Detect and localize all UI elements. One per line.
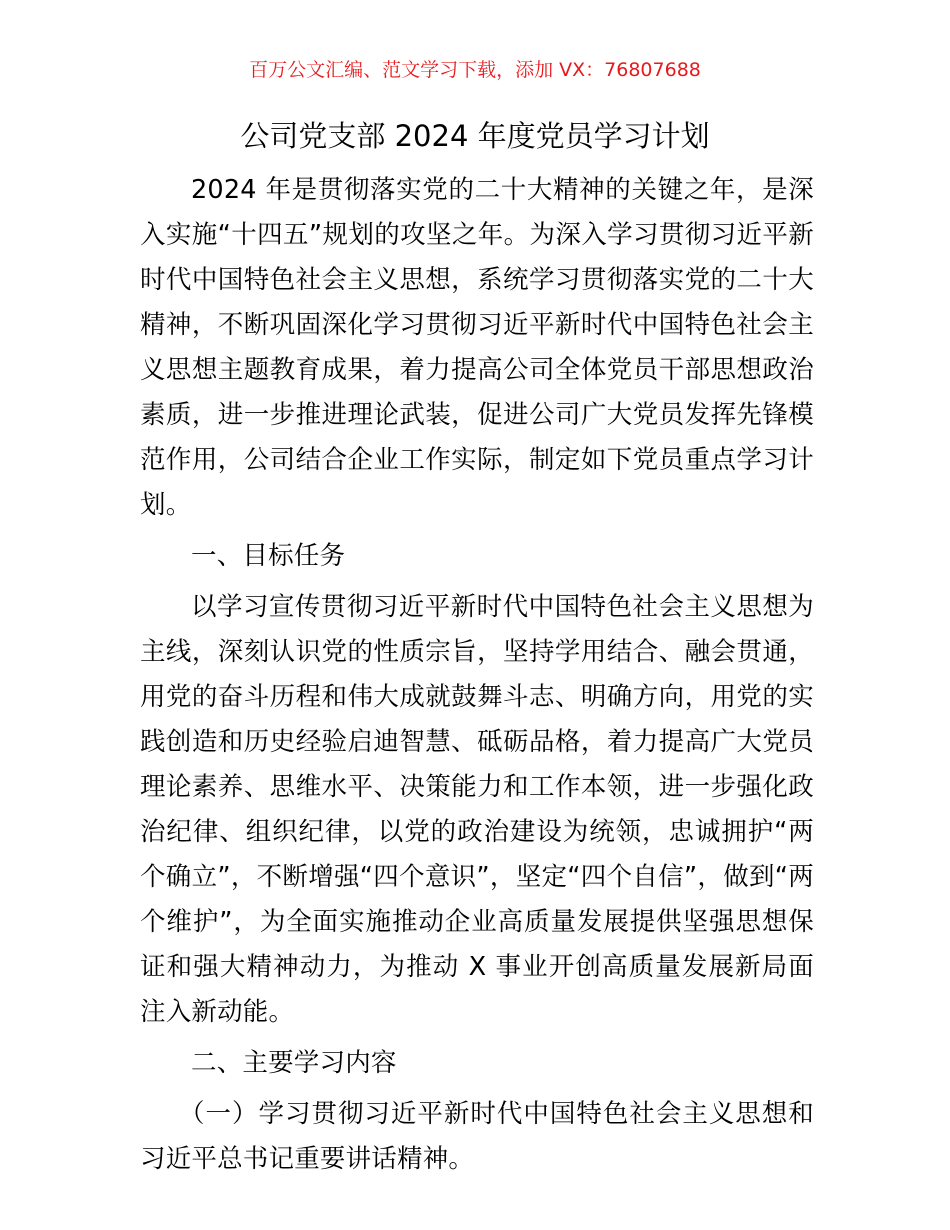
section-heading-goals: 一、目标任务 xyxy=(191,541,346,571)
header-watermark-note: 百万公文汇编、范文学习下载，添加 VX：76807688 xyxy=(249,59,701,81)
goals-paragraph: 以学习宣传贯彻习近平新时代中国特色社会主义思想为主线，深刻认识党的性质宗旨，坚持学用结合、融会贯通，用党的奋斗历程和伟大成就鼓舞斗志、明确方向，用党的实践创造和历史经验启迪智慧、砥砺品格，着力提高广大党员理论素养、思维水平、决策能力和工作本领，进一步强化政治纪律、组织纪律，以党的政治建设为统领，忠诚拥护“两个确立”，不断增强“四个意识”，坚定“四个自信”，做到“两个维护”，为全面实施推动企业高质量发展提供坚强思想保证和强大精神动力，为推动 X 事业开创高质量发展新局面注入新动能。 xyxy=(140,592,814,1027)
subsection-item-1: （一）学习贯彻习近平新时代中国特色社会主义思想和习近平总书记重要讲话精神。 xyxy=(140,1099,814,1174)
document-body xyxy=(140,168,814,1182)
intro-paragraph: 2024 年是贯彻落实党的二十大精神的关键之年，是深入实施“十四五”规划的攻坚之年。为深入学习贯彻习近平新时代中国特色社会主义思想，系统学习贯彻落实党的二十大精神，不断巩固深化学习贯彻习近平新时代中国特色社会主义思想主题教育成果，着力提高公司全体党员干部思想政治素质，进一步推进理论武装，促进公司广大党员发挥先锋模范作用，公司结合企业工作实际，制定如下党员重点学习计划。 xyxy=(140,175,814,520)
document-title: 公司党支部 2024 年度党员学习计划 xyxy=(240,119,710,153)
section-heading-content: 二、主要学习内容 xyxy=(191,1048,397,1078)
